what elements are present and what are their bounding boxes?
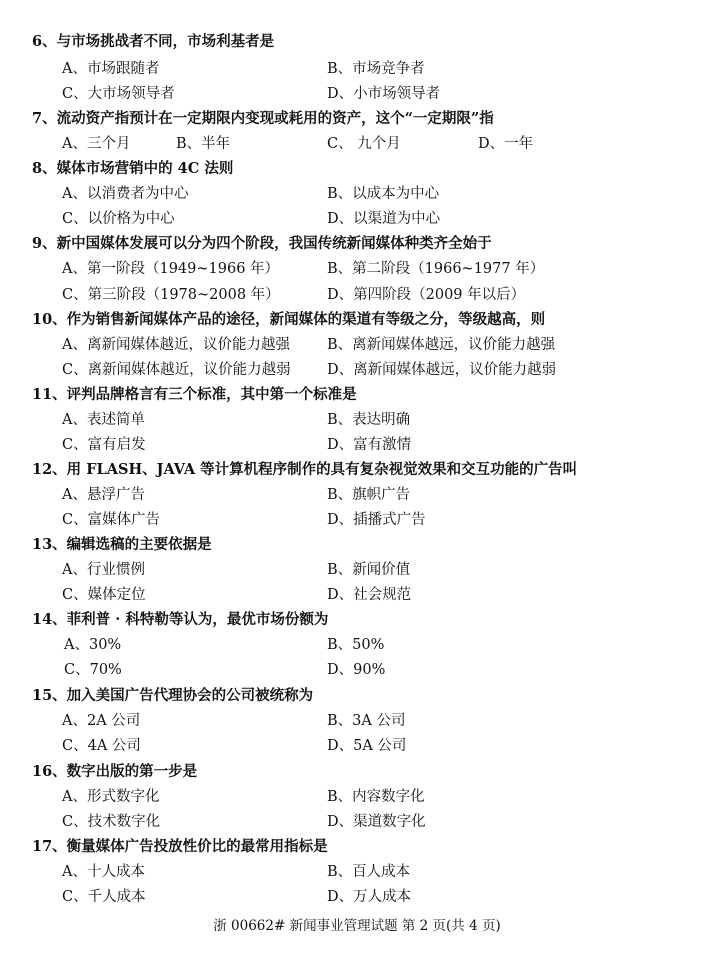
option-d: D、渠道数字化	[327, 814, 426, 830]
option-c: C、70%	[64, 662, 122, 678]
option-d: D、小市场领导者	[327, 86, 441, 102]
question-stem: 13、编辑选稿的主要依据是	[32, 536, 212, 553]
option-c: C、4A 公司	[62, 738, 141, 754]
option-c: C、富有启发	[62, 437, 146, 453]
option-a: A、悬浮广告	[62, 487, 145, 503]
option-b: B、市场竞争者	[327, 61, 425, 77]
option-b: B、以成本为中心	[327, 186, 440, 202]
option-d: D、插播式广告	[327, 512, 426, 528]
option-a: A、以消费者为中心	[62, 186, 189, 202]
option-b: B、半年	[176, 136, 231, 152]
option-a: A、三个月	[62, 136, 131, 152]
question-stem: 6、与市场挑战者不同，市场利基者是	[32, 33, 275, 50]
question-stem: 10、作为销售新闻媒体产品的途径，新闻媒体的渠道有等级之分，等级越高，则	[32, 311, 546, 328]
question-stem: 16、数字出版的第一步是	[32, 763, 198, 780]
option-a: A、表述简单	[62, 412, 145, 428]
option-c: C、以价格为中心	[62, 211, 175, 227]
option-d: D、富有激情	[327, 437, 412, 453]
option-d: D、第四阶段（2009 年以后）	[327, 287, 526, 303]
option-d: D、一年	[478, 136, 534, 152]
option-a: A、行业惯例	[62, 562, 145, 578]
option-b: B、离新闻媒体越远，议价能力越强	[327, 337, 556, 353]
option-a: A、形式数字化	[62, 789, 160, 805]
option-a: A、第一阶段（1949~1966 年）	[62, 261, 280, 277]
option-b: B、新闻价值	[327, 562, 411, 578]
option-b: B、表达明确	[327, 412, 411, 428]
option-d: D、以渠道为中心	[327, 211, 441, 227]
option-a: A、2A 公司	[62, 713, 141, 729]
option-c: C、富媒体广告	[62, 512, 161, 528]
option-c: C、大市场领导者	[62, 86, 175, 102]
option-a: A、十人成本	[62, 864, 145, 880]
option-b: B、旗帜广告	[327, 487, 411, 503]
question-stem: 8、媒体市场营销中的 4C 法则	[32, 160, 234, 177]
option-b: B、内容数字化	[327, 789, 425, 805]
option-b: B、第二阶段（1966~1977 年）	[327, 261, 545, 277]
option-c: C、千人成本	[62, 889, 146, 905]
question-stem: 15、加入美国广告代理协会的公司被统称为	[32, 687, 314, 704]
option-c: C、离新闻媒体越近，议价能力越弱	[62, 362, 291, 378]
question-stem: 7、流动资产指预计在一定期限内变现或耗用的资产，这个“一定期限”指	[32, 110, 494, 127]
option-c: C、 九个月	[327, 136, 401, 152]
option-d: D、90%	[327, 662, 386, 678]
question-stem: 17、衡量媒体广告投放性价比的最常用指标是	[32, 838, 328, 855]
question-stem: 11、评判品牌格言有三个标准，其中第一个标准是	[32, 386, 357, 403]
option-b: B、3A 公司	[327, 713, 406, 729]
option-a: A、30%	[64, 637, 122, 653]
option-d: D、社会规范	[327, 587, 412, 603]
option-d: D、离新闻媒体越远，议价能力越弱	[327, 362, 557, 378]
page-footer: 浙 00662# 新闻事业管理试题 第 2 页(共 4 页)	[213, 918, 501, 934]
question-stem: 12、用 FLASH、JAVA 等计算机程序制作的具有复杂视觉效果和交互功能的广告叫	[32, 461, 578, 478]
option-b: B、50%	[327, 637, 385, 653]
option-b: B、百人成本	[327, 864, 411, 880]
option-a: A、市场跟随者	[62, 61, 160, 77]
option-d: D、万人成本	[327, 889, 412, 905]
option-c: C、媒体定位	[62, 587, 146, 603]
option-c: C、技术数字化	[62, 814, 161, 830]
option-a: A、离新闻媒体越近，议价能力越强	[62, 337, 290, 353]
option-c: C、第三阶段（1978~2008 年）	[62, 287, 280, 303]
question-stem: 9、新中国媒体发展可以分为四个阶段，我国传统新闻媒体种类齐全始于	[32, 235, 492, 252]
question-stem: 14、菲利普 · 科特勒等认为，最优市场份额为	[32, 611, 329, 628]
option-d: D、5A 公司	[327, 738, 407, 754]
